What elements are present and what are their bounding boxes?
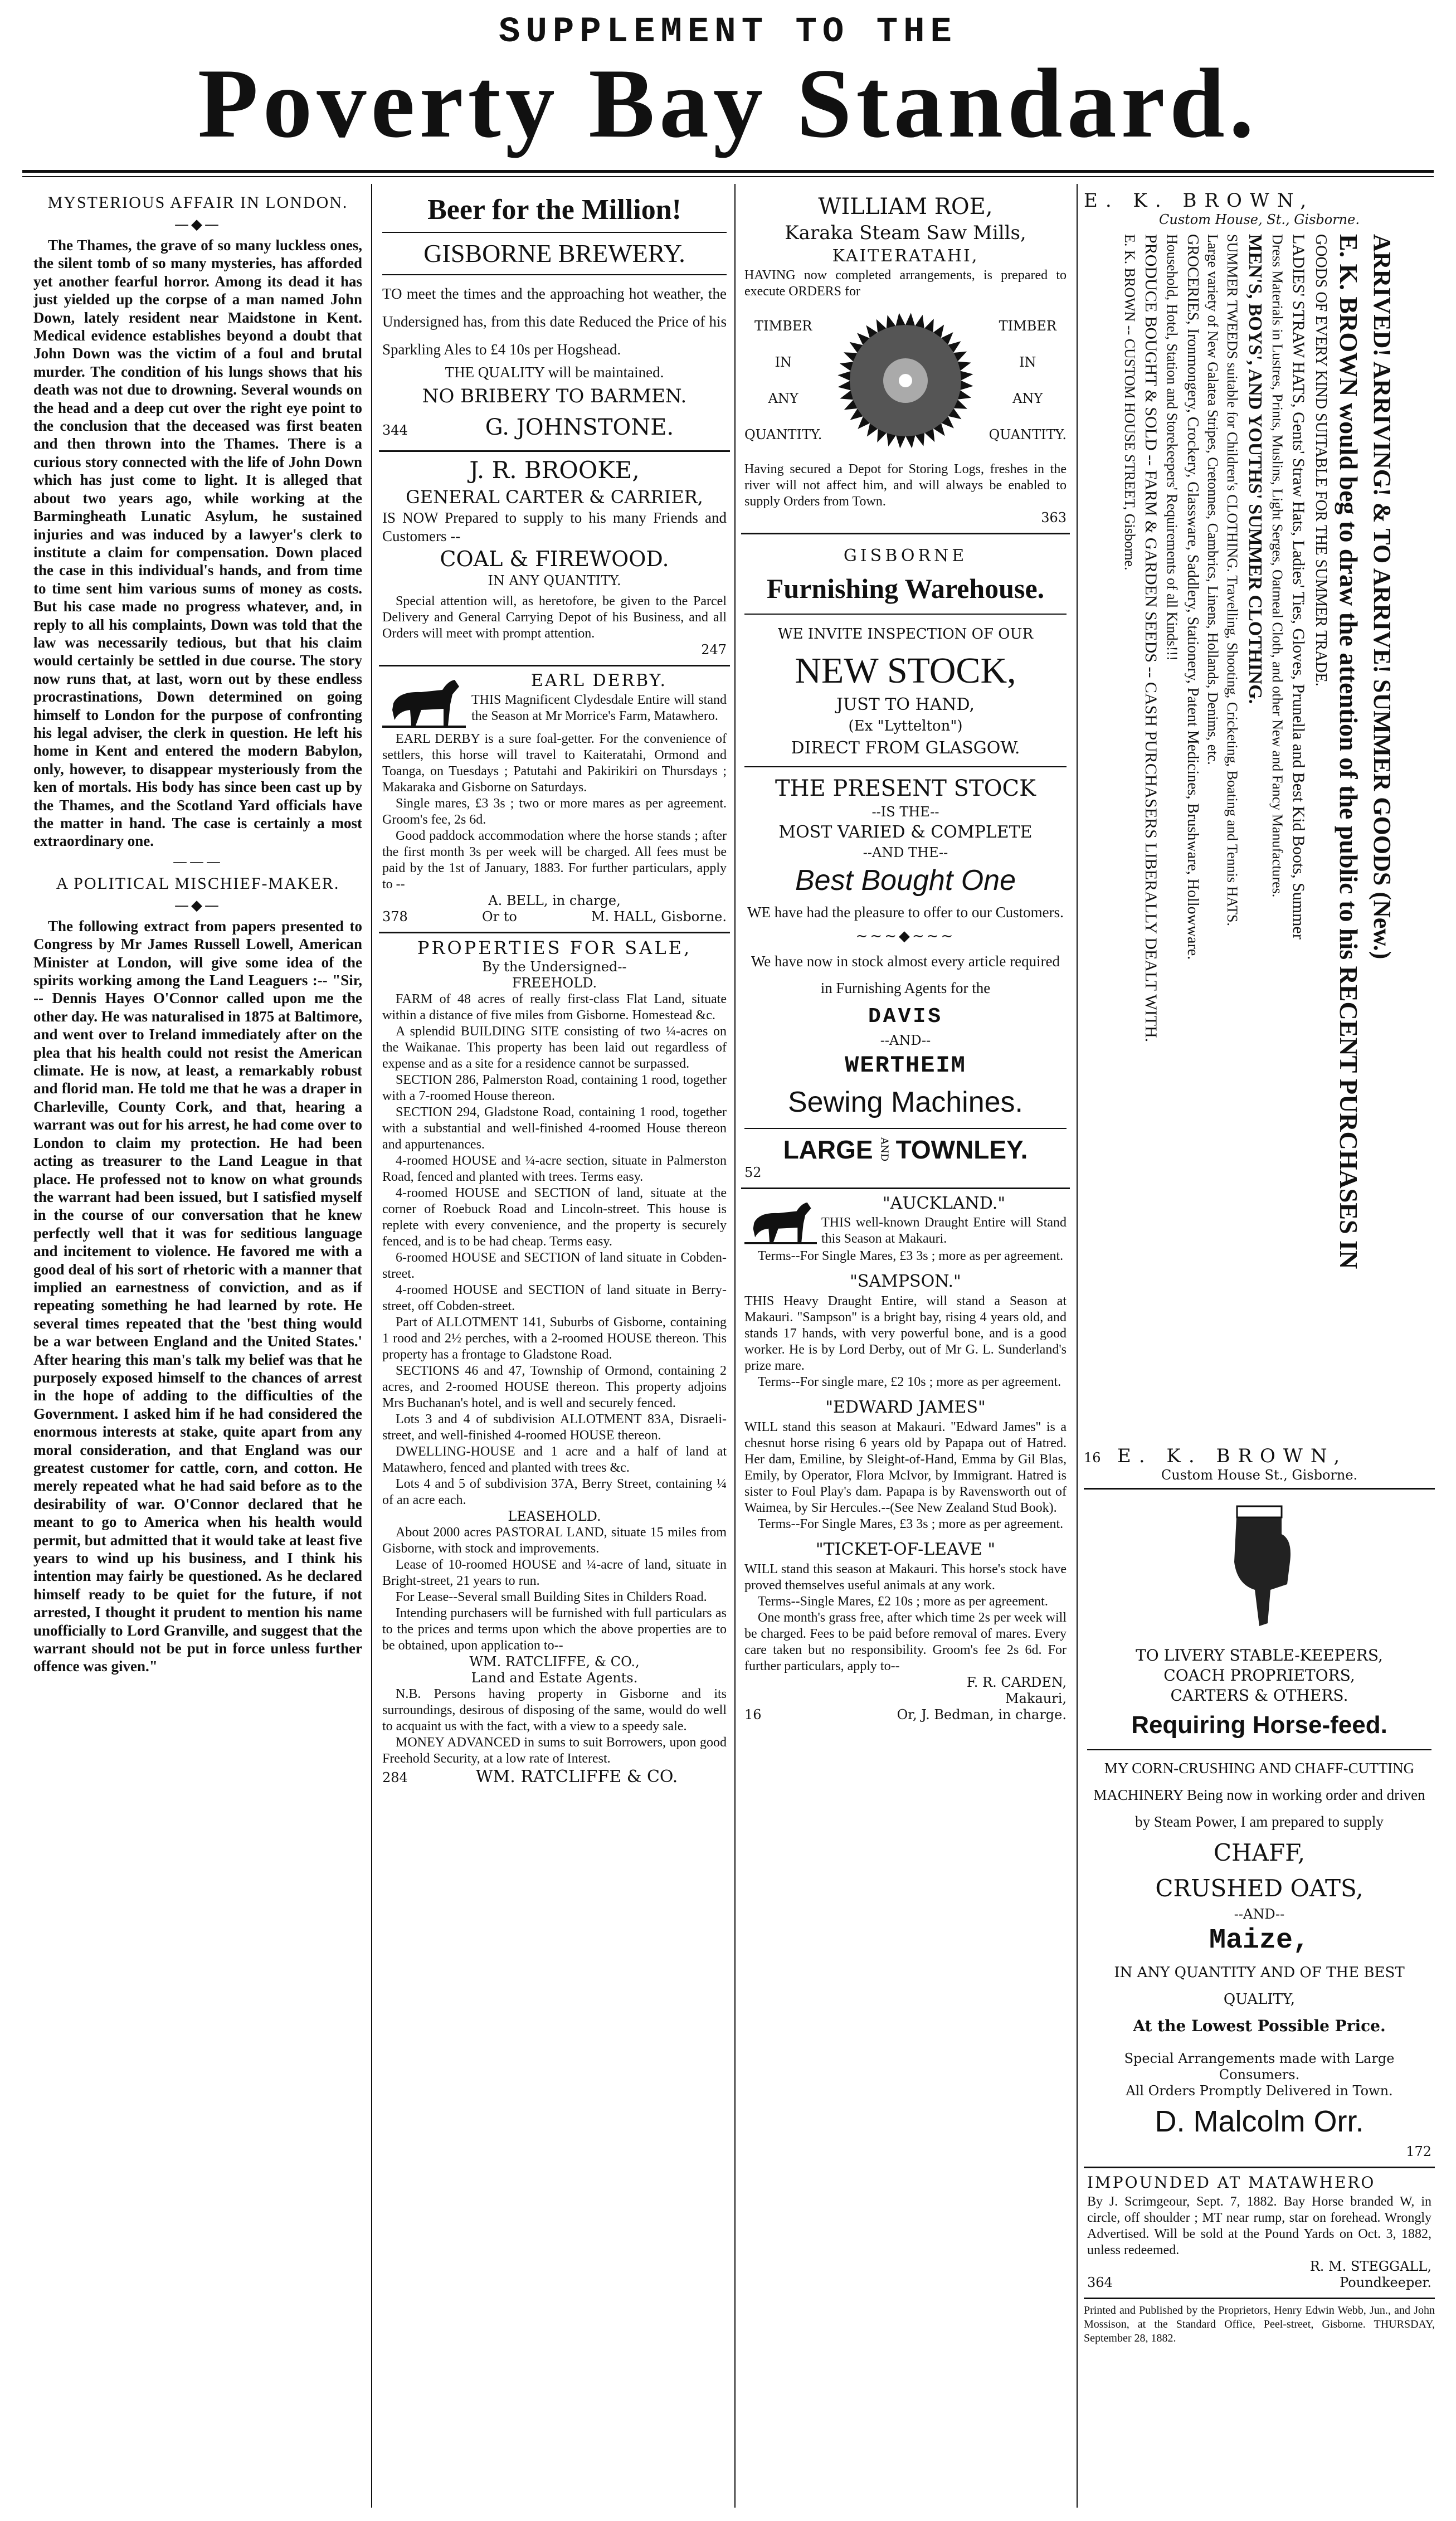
- ticket-name: "TICKET-OF-LEAVE ": [815, 1540, 996, 1559]
- brown-ad-line: Large variety of New Galatea Stripes, Cretonnes, Cambrics, Linens, Hollands, Denims, etc.: [1205, 234, 1221, 765]
- pointing-hand-icon: [1215, 1501, 1304, 1629]
- sampson-name: "SAMPSON.": [850, 1272, 961, 1291]
- masthead: [22, 10, 1434, 158]
- saw-tooth: [896, 313, 905, 326]
- lease-listing: For Lease--Several small Building Sites in Childers Road.: [396, 1590, 707, 1605]
- brooke-body: IS NOW Prepared to supply to his many Friends and Customers --: [382, 509, 727, 544]
- ticket-sig2: Makauri,: [1005, 1691, 1067, 1706]
- timber-word: ANY: [768, 391, 798, 406]
- brewery-bribery: NO BRIBERY TO BARMEN.: [422, 385, 687, 408]
- properties-list: [382, 991, 727, 1508]
- column-1: [33, 189, 362, 2510]
- furnish-best: Best Bought One: [795, 864, 1016, 897]
- column-2: [379, 189, 730, 2510]
- ad-brooke: [379, 452, 730, 666]
- brooke-goods: COAL & FIREWOOD.: [440, 547, 669, 572]
- timber-word: IN: [1019, 354, 1036, 370]
- story-body-political: The following extract from papers presented to Congress by Mr James Russell Lowell, American Minister at London, will give some idea of the spirits working among the Land Leaguers :-- "Sir, -- Dennis Hayes O'Connor called upon me the other day. He was naturalised in 1875 at Baltimore, and went over to Ireland immediately after on the plea that his health could not resist the American climate. He is now, at least, a remarkably robust and florid man. He told me that he was a draper in Charleville, County Cork, and that, hearing a warrant was out for his arrest, he had come over to London to claim my protection. He had been acting as treasurer to the Land League in that place. He professed not to know on what grounds the warrant had been issued, but I satisfied myself in the course of our conversation that he knew perfectly well that it was for seditious language and incitement to violence. He favored me with a good deal of his sort of rhetoric with a manner that implied an earnestness of conviction, and as if repeating something he had learned by rote. He several times repeated that the 'best thing would be a war between England and the United States.' After hearing this man's talk my belief was that he purposely exposed himself to the chances of arrest in the hope of adding to the difficulties of the Government. I asked him if he had considered the enormous interests at stake, quite apart from any moral consideration, and that England was our greatest customer for cattle, corn, and cotton. He merely repeated what he had said before as to the desirability of war. O'Connor declared that he meant to go to America when his health would permit, but admitted that it would take at least five years to wind up his business, and I think his intention may fairly be questioned. As he declared himself ready to be quiet for the future, if not arrested, I thought it prudent to mention his name unofficially to Lord Granville, and suggest that the warrant should not be put in force unless further offence was given.": [33, 917, 362, 1675]
- derby-sig1: A. BELL, in charge,: [488, 893, 621, 909]
- ad-gisborne-brewery: [379, 189, 730, 452]
- roe-sub: Karaka Steam Saw Mills,: [785, 222, 1026, 244]
- lease-listing: About 2000 acres PASTORAL LAND, situate 15 miles from Gisborne, with stock and improvements.: [382, 1525, 727, 1556]
- property-listing: Lots 4 and 5 of subdivision 37A, Berry Street, containing ¼ of an acre each.: [382, 1477, 727, 1508]
- auckland-name: "AUCKLAND.": [882, 1194, 1006, 1213]
- imprint: Printed and Published by the Proprietors, Henry Edwin Webb, Jun., and John Mossison, at the Standard Office, Peel-street, Gisborne. THURSDAY, September 28, 1882.: [1084, 2304, 1435, 2344]
- furnish-name: Furnishing Warehouse.: [766, 573, 1045, 604]
- brown-ad-line: GROCERIES, Ironmongery, Crockery, Glassware, Saddlery, Stationery, Patent Medicines, Brushware, Hollowware.: [1184, 234, 1201, 960]
- saw-tooth: [838, 381, 851, 390]
- horse-icon: [744, 1193, 817, 1248]
- ticket-body: WILL stand this season at Makauri. This horse's stock have proved themselves useful animals at any work.: [744, 1562, 1067, 1593]
- roe-name: WILLIAM ROE,: [818, 194, 993, 220]
- ad-number: 247: [701, 642, 727, 658]
- brown-ad-line: GOODS OF EVERY KIND SUITABLE FOR THE SUMMER TRADE.: [1312, 234, 1330, 687]
- orr-any: IN ANY QUANTITY AND OF THE BEST QUALITY,: [1114, 1964, 1405, 2008]
- leasehold-list: [382, 1525, 727, 1605]
- saw-tooth: [905, 313, 915, 325]
- properties-nb: N.B. Persons having property in Gisborne and its surroundings, desirous of disposing of the same, would do well to acquaint us with the fact, with a view to a speedy sale.: [382, 1687, 727, 1734]
- furnish-sewing: Sewing Machines.: [788, 1086, 1023, 1118]
- saw-tooth: [905, 435, 915, 448]
- story-body-mysterious: The Thames, the grave of so many luckless ones, the silent tomb of so many mysteries, has afforded yet another fearful horror. Among its dead it has just yielded up the corpse of a man named John Down, lately resident near Maidstone in Kent. Medical evidence establishes beyond a doubt that John Down was the victim of a foul and brutal murder. The condition of his lungs shows that his death was not due to drowning. Several wounds on the head and a deep cut over the right eye point to the conclusion that the deceased was first beaten and then thrown into the Thames. There is a curious story connected with the life of John Down which has just come to light. It is alleged that about two years ago, while working at the Barmingheath Lunatic Asylum, he sustained injuries and was induced by a lawyer's clerk to institute a claim for compensation. Down placed the case in this individual's hands, and from time to time sent him various sums of money as costs. But his case made no progress whatever, and, in reply to all his complaints, Down was told that the law was necessarily tedious, but that his claim would certainly be settled in due course. The story now runs that, at last, worn out by these endless procrastinations, Down determined on going himself to London for the purpose of confronting his legal adviser, the clerk in question. He left his home in Kent and entered the modern Babylon, only, however, to disappear mysteriously from the ken of mortals. His body has since been cast up by the Thames, and the Scotland Yard officials have the matter in hand. The case is certainly a most extraordinary one.: [33, 237, 362, 850]
- masthead-rule-thin: [22, 176, 1434, 177]
- orr-carters: CARTERS & OTHERS.: [1170, 1686, 1348, 1705]
- furnish-new: NEW STOCK,: [795, 650, 1016, 691]
- ad-stallions: [741, 1189, 1070, 1726]
- brewery-name: GISBORNE BREWERY.: [423, 239, 685, 267]
- furnish-most: MOST VARIED & COMPLETE: [778, 823, 1033, 842]
- derby-terms: Single mares, £3 3s ; two or more mares as per agreement. Groom's fee, 2s 6d.: [382, 796, 727, 828]
- furnish-direct: DIRECT FROM GLASGOW.: [791, 738, 1020, 758]
- brown-ad-line: PRODUCE BOUGHT & SOLD -- FARM & GARDEN SEEDS -- CASH PURCHASERS LIBERALLY DEALT WITH.: [1142, 234, 1160, 1043]
- ticket-body2: One month's grass free, after which time 2s per week will be charged. Fees to be paid before removal of mares. Every care taken but no responsibility. Groom's fee 2s 6d. For further particulars, apply to--: [744, 1610, 1067, 1673]
- brewery-body: TO meet the times and the approaching hot weather, the Undersigned has, from this date Reduced the Price of his Sparkling Ales to £4 10s per Hogshead.: [382, 285, 727, 358]
- property-listing: FARM of 48 acres of really first-class Flat Land, situate within a distance of five miles from Gisborne. Homestead &c.: [382, 992, 727, 1023]
- ad-number: 16: [1084, 1450, 1101, 1466]
- brewery-quality: THE QUALITY will be maintained.: [445, 364, 664, 381]
- column-rule-2: [734, 184, 736, 2508]
- roe-place: KAITERATAHI,: [832, 246, 979, 266]
- furnish-and2: --AND--: [880, 1033, 931, 1048]
- ticket-sig3: Or, J. Bedman, in charge.: [897, 1707, 1067, 1722]
- ad-william-roe: [741, 189, 1070, 534]
- story-title-political: A POLITICAL MISCHIEF-MAKER.: [56, 874, 340, 893]
- ad-number: 364: [1087, 2275, 1113, 2290]
- orr-and: --AND--: [1234, 1906, 1285, 1922]
- ad-number: 52: [744, 1165, 762, 1180]
- properties-sigsub: Land and Estate Agents.: [471, 1670, 638, 1686]
- timber-word: QUANTITY.: [988, 427, 1067, 442]
- brown-ad-line: Dress Materials in Lustres, Prints, Muslins, Light Serges, Oatmeal Cloth, and other New and Fancy Manufactures.: [1269, 234, 1285, 898]
- furnish-present: THE PRESENT STOCK: [775, 776, 1036, 801]
- roe-right-list: [989, 308, 1067, 453]
- derby-sig2: M. HALL, Gisborne.: [591, 909, 727, 925]
- furnish-just: JUST TO HAND,: [836, 695, 975, 714]
- timber-word: QUANTITY.: [744, 427, 822, 442]
- furnish-and3: AND: [878, 1137, 890, 1162]
- properties-sub: By the Undersigned--: [482, 959, 627, 975]
- brown-bottomsub: Custom House St., Gisborne.: [1161, 1467, 1358, 1483]
- derby-or: Or to: [481, 909, 517, 925]
- orr-special: Special Arrangements made with Large Consumers.: [1124, 2051, 1395, 2082]
- ad-number: 378: [382, 909, 408, 925]
- property-listing: 4-roomed HOUSE and SECTION of land situate in Berry-street, off Cobden-street.: [382, 1283, 727, 1314]
- roe-left-list: [744, 308, 822, 453]
- brooke-sub: GENERAL CARTER & CARRIER,: [406, 486, 703, 508]
- orr-chaff: CHAFF,: [1213, 1839, 1306, 1866]
- brooke-body2: Special attention will, as heretofore, be given to the Parcel Delivery and General Carrying Depot of his Business, and all Orders will meet with prompt attention.: [382, 594, 727, 641]
- orr-req: Requiring Horse-feed.: [1131, 1711, 1387, 1739]
- ornament-divider: —◆—: [174, 897, 221, 914]
- ad-furnishing: [741, 534, 1070, 1189]
- saw-tooth: [896, 436, 905, 449]
- ticket-terms: Terms--Single Mares, £2 10s ; more as per agreement.: [758, 1594, 1048, 1609]
- impound-title: IMPOUNDED AT MATAWHERO: [1087, 2173, 1376, 2192]
- orr-lowest: At the Lowest Possible Price.: [1133, 2017, 1386, 2035]
- property-listing: Part of ALLOTMENT 141, Suburbs of Gisborne, containing 1 rood and 2½ perches, with a 2-roomed HOUSE thereon. This property has a frontage to Gladstone Road.: [382, 1315, 727, 1362]
- story-title-mysterious: MYSTERIOUS AFFAIR IN LONDON.: [47, 193, 348, 212]
- property-listing: DWELLING-HOUSE and 1 acre and a half of land at Matawhero, fenced and planted with trees &c.: [382, 1444, 727, 1476]
- property-listing: 4-roomed HOUSE and SECTION of land, situate at the corner of Roebuck Road and Lincoln-street. This house is replete with every convenience, and the property is securely fenced, and is to be had cheap. Terms easy.: [382, 1186, 727, 1249]
- column-rule-3: [1077, 184, 1078, 2508]
- edward-terms: Terms--For Single Mares, £3 3s ; more as per agreement.: [758, 1517, 1064, 1531]
- edward-body: WILL stand this season at Makauri. "Edward James" is a chesnut horse rising 6 years old by Papapa out of Hatred. Her dam, Emiline, by Sleight-of-Hand, Emma by Gil Blas, Emily, by Operator, Flora McIvor, by Immigrant. Hatred is sister to Foul Play's dam. Papapa is by Ravensworth out of Waimea, by Sir Hercules.--(See New Zealand Stud Book).: [744, 1420, 1067, 1515]
- derby-body2: Good paddock accommodation where the horse stands ; after the first month 3s per week will be charged. All fees must be paid by the 1st of January, 1883. For further particulars, apply to --: [382, 829, 727, 892]
- furnish-davis: DAVIS: [868, 1005, 943, 1029]
- saw-tooth: [837, 371, 850, 381]
- properties-title: PROPERTIES FOR SALE,: [417, 937, 692, 959]
- brown-ad-line: LADIES' STRAW HATS, Gents' Straw Hats, Ladies' Ties, Gloves, Prunella and Best Kid Boots, Summer: [1289, 234, 1308, 940]
- property-listing: SECTION 294, Gladstone Road, containing 1 rood, together with a substantial and well-finished 4-roomed House thereon and appurtenances.: [382, 1105, 727, 1152]
- ornament-divider: ———: [173, 853, 223, 870]
- furnish-invite: WE INVITE INSPECTION OF OUR: [777, 626, 1034, 643]
- brown-ad-line: SUMMER TWEEDS suitable for Children's CLOTHING. Travelling, Shooting, Cricketing, Boating and Tennis HATS.: [1224, 234, 1240, 926]
- ad-properties: [379, 933, 730, 1790]
- orr-body: MY CORN-CRUSHING AND CHAFF-CUTTING MACHINERY Being now in working order and driven by Steam Power, I am prepared to supply: [1093, 1760, 1425, 1830]
- brown-top: E. K. BROWN,: [1084, 189, 1314, 212]
- property-listing: 6-roomed HOUSE and SECTION of land situate in Cobden-street.: [382, 1250, 727, 1282]
- furnish-and: --AND THE--: [863, 845, 948, 860]
- furnish-large: LARGE: [783, 1135, 873, 1164]
- derby-intro: THIS Magnificent Clydesdale Entire will stand the Season at Mr Morrice's Farm, Matawhero.: [471, 693, 727, 724]
- properties-body2: Intending purchasers will be furnished with full particulars as to the prices and terms upon which the above properties are to be obtained, upon application to--: [382, 1606, 727, 1653]
- column-3: [741, 189, 1070, 2510]
- masthead-rule: [22, 170, 1434, 173]
- column-4: [1084, 189, 1435, 2510]
- impound-sigsub: Poundkeeper.: [1340, 2275, 1431, 2290]
- roe-body2: Having secured a Depot for Storing Logs, freshes in the river will not affect him, and will always be enabled to supply Orders from Town.: [744, 462, 1067, 509]
- timber-word: TIMBER: [754, 318, 812, 334]
- furnish-wertheim: WERTHEIM: [845, 1052, 966, 1079]
- furnish-ex: (Ex "Lyttelton"): [848, 718, 963, 734]
- ad-earl-derby: [379, 666, 730, 933]
- brooke-name: J. R. BROOKE,: [469, 456, 640, 484]
- ad-ek-brown: [1084, 189, 1435, 1490]
- furnish-townley: TOWNLEY.: [895, 1135, 1028, 1164]
- brown-rotated-box: [1089, 217, 1429, 1421]
- brown-bottom: E. K. BROWN,: [1117, 1445, 1348, 1467]
- auckland-body: THIS well-known Draught Entire will Stand this Season at Makauri.: [821, 1215, 1067, 1246]
- ad-number: 284: [382, 1770, 408, 1786]
- timber-word: TIMBER: [999, 318, 1056, 334]
- ad-number: 344: [382, 422, 408, 439]
- brown-ad-line: E. K. BROWN would beg to draw the attention of the public to his RECENT PURCHASES IN: [1335, 234, 1363, 1269]
- ad-number: 172: [1406, 2144, 1431, 2159]
- timber-word: ANY: [1012, 391, 1043, 406]
- orr-to: TO LIVERY STABLE-KEEPERS,: [1136, 1646, 1383, 1665]
- ad-number: 16: [744, 1707, 762, 1722]
- furnish-is: --IS THE--: [871, 804, 939, 820]
- furnish-body2: We have now in stock almost every article required in Furnishing Agents for the: [751, 953, 1060, 996]
- ornament-divider: ~~~◆~~~: [855, 928, 956, 945]
- ad-number: 363: [1041, 510, 1067, 525]
- ticket-sig1: F. R. CARDEN,: [966, 1675, 1067, 1690]
- properties-leasehold: LEASEHOLD.: [508, 1508, 601, 1525]
- property-listing: SECTIONS 46 and 47, Township of Ormond, containing 2 acres, and 2-roomed HOUSE thereon. This property adjoins Mrs Buchanan's hotel, and is well and securely fenced.: [382, 1364, 727, 1411]
- furnish-city: GISBORNE: [843, 546, 968, 566]
- properties-money: MONEY ADVANCED in sums to suit Borrowers, upon good Freehold Security, at a low rate of Interest.: [382, 1735, 727, 1766]
- properties-freehold: FREEHOLD.: [512, 975, 597, 991]
- derby-name: EARL DERBY.: [530, 671, 668, 691]
- brooke-qty: IN ANY QUANTITY.: [488, 573, 621, 589]
- brewery-signature: G. JOHNSTONE.: [485, 415, 674, 441]
- ad-impounded: [1084, 2168, 1435, 2299]
- orr-maize: Maize,: [1209, 1925, 1310, 1957]
- sampson-body: THIS Heavy Draught Entire, will stand a Season at Makauri. "Sampson" is a bright bay, rising 4 years old, and stands 17 hands, with very powerful bone, and is a good worker. He is by Lord Derby, out of Mr G. L. Sunderland's prize mare.: [744, 1294, 1067, 1373]
- timber-word: IN: [775, 354, 792, 370]
- supplement-line: SUPPLEMENT TO THE: [499, 12, 957, 52]
- brown-ad-line: Household, Hotel, Station and Storekeepers' Requirements of all Kinds!!!: [1164, 234, 1180, 661]
- edward-name: "EDWARD JAMES": [825, 1398, 986, 1417]
- impound-sig: R. M. STEGGALL,: [1309, 2259, 1431, 2274]
- properties-sig2: WM. RATCLIFFE & CO.: [475, 1767, 678, 1787]
- ornament-divider: —◆—: [174, 216, 221, 233]
- property-listing: A splendid BUILDING SITE consisting of two ¼-acres on the Waikanae. This property has been laid out regardless of expense and as a site for a residence cannot be surpassed.: [382, 1024, 727, 1072]
- horse-icon: [382, 670, 466, 731]
- saw-tooth: [961, 381, 973, 390]
- property-listing: Lots 3 and 4 of subdivision ALLOTMENT 83A, Disraeli-street, and well-finished 4-roomed HOUSE thereon.: [382, 1412, 727, 1443]
- newspaper-title: Poverty Bay Standard.: [197, 48, 1259, 158]
- ad-malcolm-orr: [1084, 1642, 1435, 2168]
- orr-oats: CRUSHED OATS,: [1155, 1875, 1364, 1902]
- property-listing: 4-roomed HOUSE and ¼-acre section, situate in Palmerston Road, fenced and planted with trees. Terms easy.: [382, 1154, 727, 1185]
- brown-topsub: Custom House, St., Gisborne.: [1159, 212, 1360, 227]
- orr-orders: All Orders Promptly Delivered in Town.: [1126, 2083, 1393, 2099]
- brown-rotated-text: [1120, 234, 1399, 1404]
- lease-listing: Lease of 10-roomed HOUSE and ¼-acre of land, situate in Bright-street, 21 years to run.: [382, 1558, 727, 1589]
- properties-sig: WM. RATCLIFFE, & CO.,: [469, 1654, 640, 1670]
- property-listing: SECTION 286, Palmerston Road, containing 1 rood, together with a 7-roomed House thereon.: [382, 1073, 727, 1104]
- derby-body: EARL DERBY is a sure foal-getter. For the convenience of settlers, this horse will travel to Kaiteratahi, Ormond and Toanga, on Tuesdays ; Patutahi and Pakirikiri on Thursdays ; Makaraka and Gisborne on Saturdays.: [382, 732, 727, 795]
- sampson-terms: Terms--For single mare, £2 10s ; more as per agreement.: [758, 1375, 1061, 1389]
- brown-ad-line: MEN'S, BOYS', AND YOUTHS' SUMMER CLOTHING.: [1245, 234, 1265, 704]
- impound-body: By J. Scrimgeour, Sept. 7, 1882. Bay Horse branded W, in circle, off shoulder ; MT near rump, star on forehead. Wrongly Advertised. Will be sold at the Pound Yards on Oct. 3, 1882, unless redeemed.: [1087, 2194, 1431, 2257]
- brewery-headline: Beer for the Million!: [427, 194, 681, 226]
- brown-ad-line: E. K. BROWN -- CUSTOM HOUSE STREET, Gisborne.: [1122, 234, 1138, 571]
- brown-ad-line: ARRIVED! ARRIVING! & TO ARRIVE! SUMMER GOODS (New.): [1369, 234, 1396, 960]
- orr-signature: D. Malcolm Orr.: [1155, 2105, 1364, 2138]
- auckland-terms: Terms--For Single Mares, £3 3s ; more as per agreement.: [758, 1249, 1064, 1263]
- furnish-body: WE have had the pleasure to offer to our Customers.: [747, 904, 1064, 921]
- saw-blade-icon: [833, 308, 978, 453]
- saw-tooth: [960, 371, 973, 381]
- orr-coach: COACH PROPRIETORS,: [1163, 1666, 1355, 1685]
- roe-body: HAVING now completed arrangements, is prepared to execute ORDERS for: [744, 268, 1067, 299]
- column-rule-1: [371, 184, 372, 2508]
